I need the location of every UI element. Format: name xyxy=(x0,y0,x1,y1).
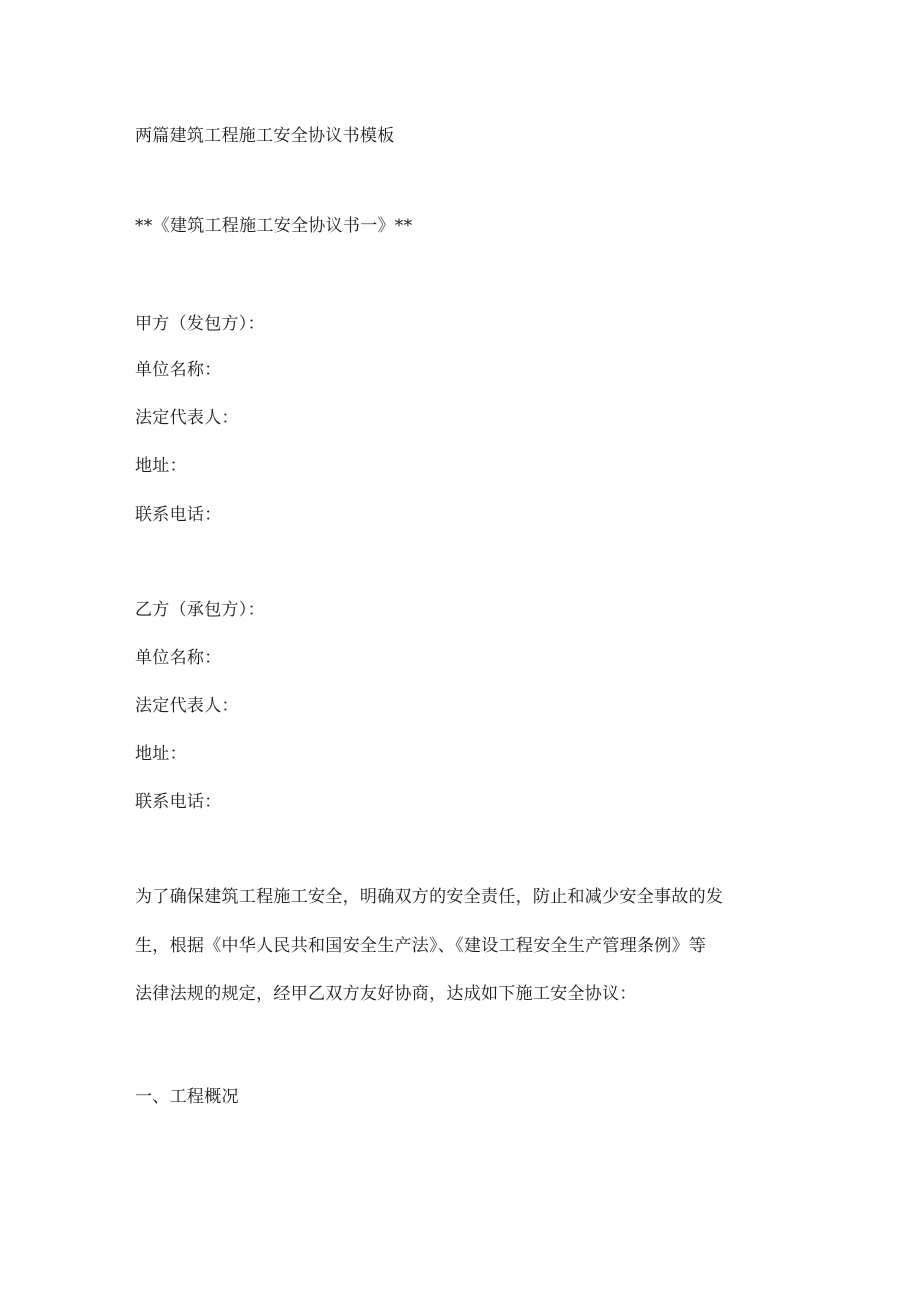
party-b-heading: 乙方（承包方）： xyxy=(135,600,265,620)
intro-paragraph-line-3: 法律法规的规定，经甲乙双方友好协商，达成如下施工安全协议： xyxy=(135,984,637,1004)
party-b-phone-label: 联系电话： xyxy=(135,792,222,812)
party-a-unit-name-label: 单位名称： xyxy=(135,360,222,380)
party-b-unit-name-label: 单位名称： xyxy=(135,648,222,668)
party-b-legal-rep-label: 法定代表人： xyxy=(135,696,239,716)
party-a-heading: 甲方（发包方）： xyxy=(135,314,265,334)
intro-paragraph-line-1: 为了确保建筑工程施工安全，明确双方的安全责任，防止和减少安全事故的发 xyxy=(135,887,724,907)
party-a-address-label: 地址： xyxy=(135,456,187,476)
document-subtitle: **《建筑工程施工安全协议书一》** xyxy=(135,216,413,236)
party-b-address-label: 地址： xyxy=(135,744,187,764)
document-title: 两篇建筑工程施工安全协议书模板 xyxy=(135,126,395,146)
section-1-heading: 一、工程概况 xyxy=(135,1087,239,1107)
intro-paragraph-line-2: 生，根据《中华人民共和国安全生产法》、《建设工程安全生产管理条例》等 xyxy=(135,936,707,956)
party-a-legal-rep-label: 法定代表人： xyxy=(135,408,239,428)
party-a-phone-label: 联系电话： xyxy=(135,505,222,525)
